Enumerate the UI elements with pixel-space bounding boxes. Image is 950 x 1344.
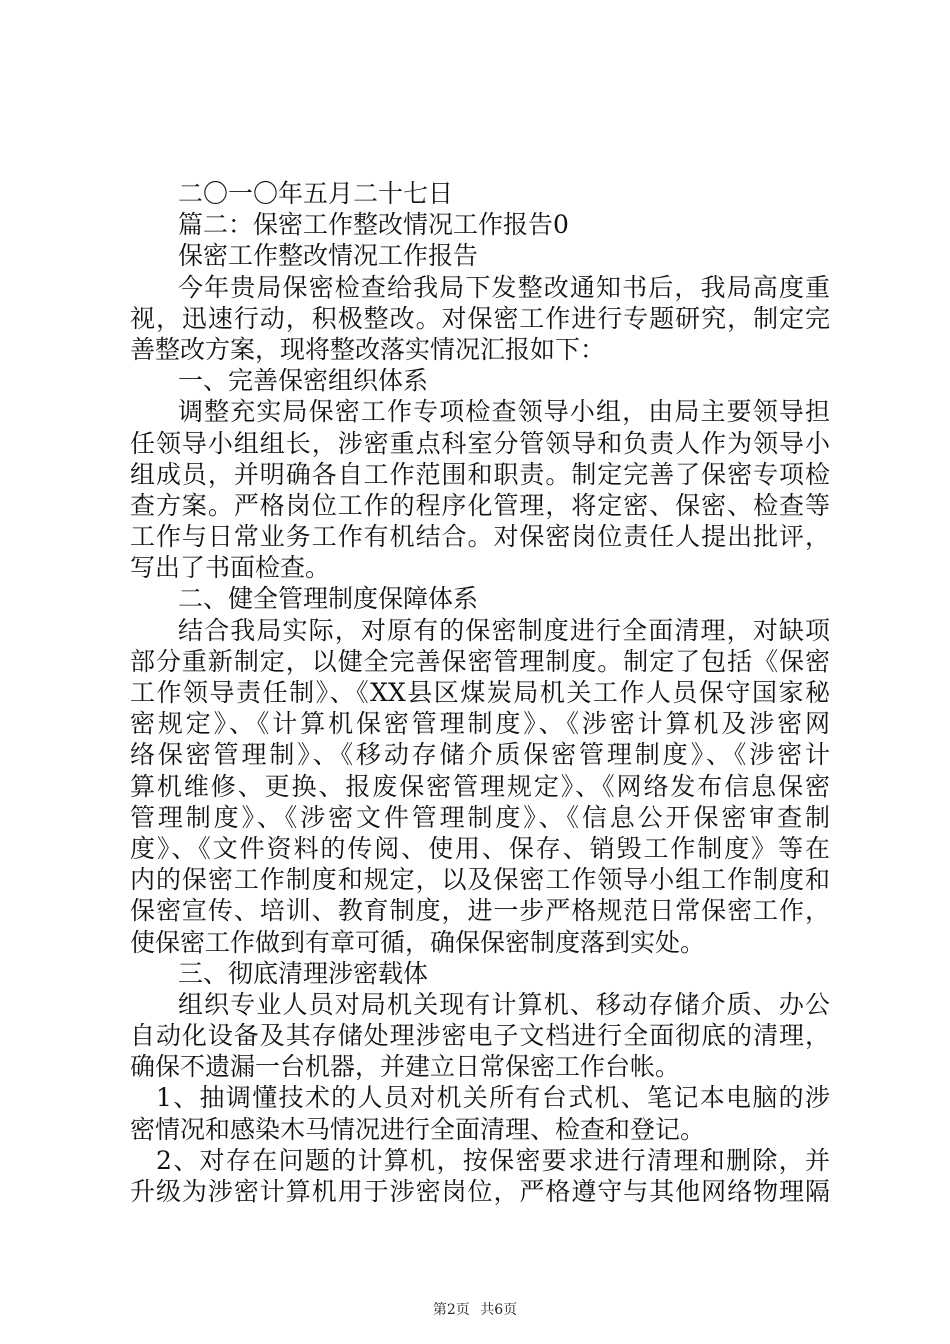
paragraph-line: 今年贵局保密检查给我局下发整改通知书后，我局高度重 [178,272,830,302]
paragraph-line: 调整充实局保密工作专项检查领导小组，由局主要领导担 [178,397,830,427]
paragraph-line: 组成员，并明确各自工作范围和职责。制定完善了保密专项检 [130,459,830,489]
list-item-line: 1、抽调懂技术的人员对机关所有台式机、笔记本电脑的涉 [156,1083,830,1113]
list-item-line: 升级为涉密计算机用于涉密岗位，严格遵守与其他网络物理隔 [130,1177,830,1206]
paragraph-line: 视，迅速行动，积极整改。对保密工作进行专题研究，制定完 [130,303,830,333]
date-line: 二〇一〇年五月二十七日 [178,179,454,208]
paragraph-line: 部分重新制定，以健全完善保密管理制度。制定了包括《保密 [130,646,830,676]
document-body [130,178,830,1207]
paragraph-line: 工作与日常业务工作有机结合。对保密岗位责任人提出批评， [130,522,830,552]
paragraph-line: 工作领导责任制》、《XX县区煤炭局机关工作人员保守国家秘 [130,678,830,707]
list-item-line: 密情况和感染木马情况进行全面清理、检查和登记。 [130,1114,706,1144]
paragraph-line: 度》、《文件资料的传阅、使用、保存、销毁工作制度》等在 [130,833,830,863]
paragraph-line: 查方案。严格岗位工作的程序化管理，将定密、保密、检查等 [130,490,830,520]
subheading: 三、彻底清理涉密载体 [178,958,429,988]
paragraph-line: 善整改方案，现将整改落实情况汇报如下： [130,334,606,364]
paragraph-line: 写出了书面检查。 [130,553,331,583]
paragraph-line: 使保密工作做到有章可循，确保保密制度落到实处。 [130,927,706,957]
page-total: 共6页 [480,1302,518,1318]
paragraph-line: 确保不遗漏一台机器，并建立日常保密工作台帐。 [130,1052,681,1082]
paragraph-line: 密规定》、《计算机保密管理制度》、《涉密计算机及涉密网 [130,709,830,739]
subheading: 二、健全管理制度保障体系 [178,584,479,614]
report-title: 保密工作整改情况工作报告 [178,241,479,271]
paragraph-line: 算机维修、更换、报废保密管理规定》、《网络发布信息保密 [130,771,830,801]
paragraph-line: 自动化设备及其存储处理涉密电子文档进行全面彻底的清理， [130,1021,830,1051]
paragraph-line: 管理制度》、《涉密文件管理制度》、《信息公开保密审查制 [130,802,830,832]
page-footer [0,1299,950,1319]
page-number: 第2页 [432,1302,470,1318]
section-heading: 篇二：保密工作整改情况工作报告0 [178,210,569,240]
paragraph-line: 络保密管理制》、《移动存储介质保密管理制度》、《涉密计 [130,740,830,770]
list-item-line: 2、对存在问题的计算机，按保密要求进行清理和删除，并 [156,1145,830,1175]
paragraph-line: 任领导小组组长，涉密重点科室分管领导和负责人作为领导小 [130,428,830,458]
paragraph-line: 组织专业人员对局机关现有计算机、移动存储介质、办公 [178,989,830,1019]
paragraph-line: 结合我局实际，对原有的保密制度进行全面清理，对缺项 [178,615,830,645]
paragraph-line: 保密宣传、培训、教育制度，进一步严格规范日常保密工作， [130,896,830,926]
paragraph-line: 内的保密工作制度和规定，以及保密工作领导小组工作制度和 [130,865,830,895]
subheading: 一、完善保密组织体系 [178,366,429,396]
